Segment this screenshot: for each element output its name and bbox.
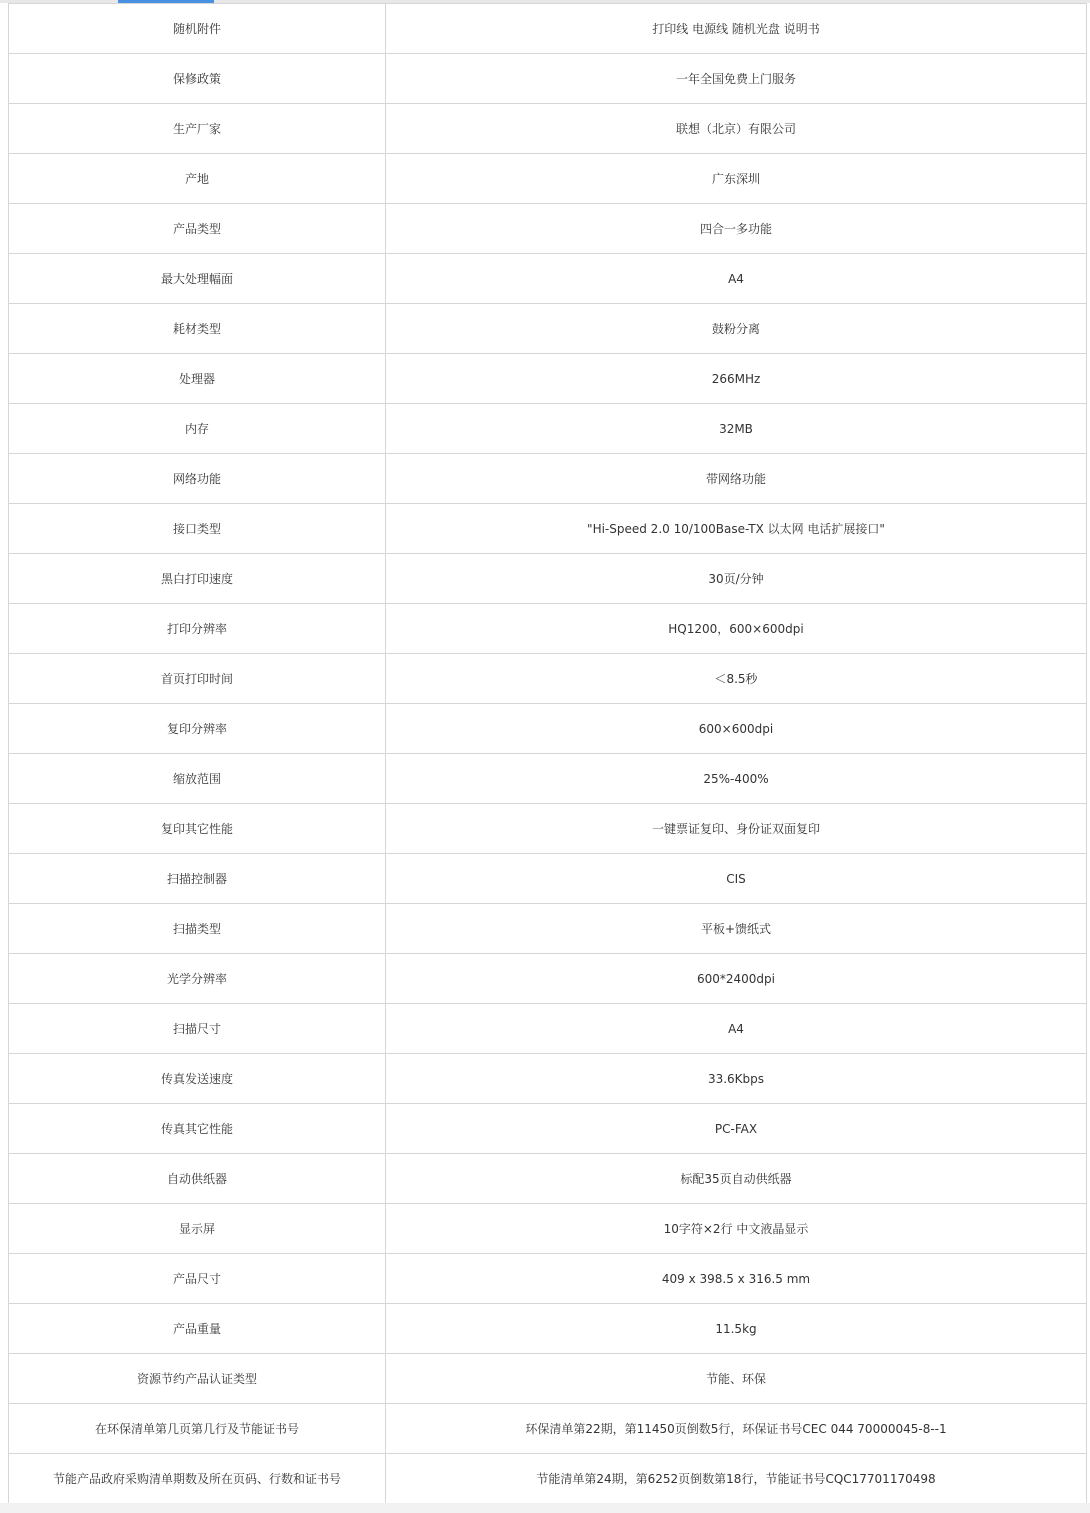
spec-label: 自动供纸器 — [9, 1154, 386, 1204]
spec-label: 保修政策 — [9, 54, 386, 104]
spec-label: 在环保清单第几页第几行及节能证书号 — [9, 1404, 386, 1454]
spec-value: 鼓粉分离 — [386, 304, 1087, 354]
spec-label: 生产厂家 — [9, 104, 386, 154]
spec-label: 接口类型 — [9, 504, 386, 554]
spec-row — [9, 404, 1087, 454]
spec-value: 32MB — [386, 404, 1087, 454]
spec-label: 产品尺寸 — [9, 1254, 386, 1304]
spec-value: 11.5kg — [386, 1304, 1087, 1354]
spec-value: ＜8.5秒 — [386, 654, 1087, 704]
spec-row — [9, 304, 1087, 354]
spec-value: HQ1200，600×600dpi — [386, 604, 1087, 654]
spec-value: 标配35页自动供纸器 — [386, 1154, 1087, 1204]
spec-label: 光学分辨率 — [9, 954, 386, 1004]
spec-label: 产品重量 — [9, 1304, 386, 1354]
spec-value: 平板+馈纸式 — [386, 904, 1087, 954]
spec-value: 一键票证复印、身份证双面复印 — [386, 804, 1087, 854]
spec-value: 节能、环保 — [386, 1354, 1087, 1404]
spec-label: 产品类型 — [9, 204, 386, 254]
spec-value: 一年全国免费上门服务 — [386, 54, 1087, 104]
spec-value: 33.6Kbps — [386, 1054, 1087, 1104]
spec-value: 10字符×2行 中文液晶显示 — [386, 1204, 1087, 1254]
spec-row — [9, 1404, 1087, 1454]
spec-row — [9, 704, 1087, 754]
spec-label: 黑白打印速度 — [9, 554, 386, 604]
spec-row — [9, 1104, 1087, 1154]
spec-row — [9, 954, 1087, 1004]
spec-label: 打印分辨率 — [9, 604, 386, 654]
spec-label: 产地 — [9, 154, 386, 204]
spec-label: 内存 — [9, 404, 386, 454]
spec-label: 传真发送速度 — [9, 1054, 386, 1104]
spec-row — [9, 204, 1087, 254]
spec-value: CIS — [386, 854, 1087, 904]
spec-value: 600×600dpi — [386, 704, 1087, 754]
spec-row — [9, 1204, 1087, 1254]
spec-row — [9, 454, 1087, 504]
spec-label: 复印其它性能 — [9, 804, 386, 854]
spec-row — [9, 254, 1087, 304]
spec-row — [9, 904, 1087, 954]
spec-row — [9, 554, 1087, 604]
spec-row — [9, 4, 1087, 54]
spec-label: 扫描尺寸 — [9, 1004, 386, 1054]
spec-row — [9, 1254, 1087, 1304]
spec-value: 266MHz — [386, 354, 1087, 404]
spec-row — [9, 854, 1087, 904]
spec-row — [9, 1004, 1087, 1054]
spec-value: A4 — [386, 1004, 1087, 1054]
spec-table-body — [9, 4, 1087, 1504]
spec-value: 环保清单第22期，第11450页倒数5行，环保证书号CEC 044 70000045-8--1 — [386, 1404, 1087, 1454]
spec-value: 打印线 电源线 随机光盘 说明书 — [386, 4, 1087, 54]
spec-label: 耗材类型 — [9, 304, 386, 354]
spec-label: 随机附件 — [9, 4, 386, 54]
spec-value: 30页/分钟 — [386, 554, 1087, 604]
bottom-border — [0, 1503, 1090, 1513]
spec-value: PC-FAX — [386, 1104, 1087, 1154]
spec-row — [9, 504, 1087, 554]
spec-row — [9, 1354, 1087, 1404]
spec-row — [9, 604, 1087, 654]
spec-table — [8, 3, 1087, 1504]
spec-row — [9, 354, 1087, 404]
spec-row — [9, 804, 1087, 854]
spec-row — [9, 1154, 1087, 1204]
spec-label: 首页打印时间 — [9, 654, 386, 704]
spec-label: 节能产品政府采购清单期数及所在页码、行数和证书号 — [9, 1454, 386, 1504]
spec-label: 资源节约产品认证类型 — [9, 1354, 386, 1404]
spec-value: 节能清单第24期，第6252页倒数第18行，节能证书号CQC17701170498 — [386, 1454, 1087, 1504]
spec-value: 广东深圳 — [386, 154, 1087, 204]
spec-value: 25%-400% — [386, 754, 1087, 804]
spec-value: 409 x 398.5 x 316.5 mm — [386, 1254, 1087, 1304]
spec-row — [9, 104, 1087, 154]
spec-row — [9, 1304, 1087, 1354]
spec-row — [9, 754, 1087, 804]
spec-value: 联想（北京）有限公司 — [386, 104, 1087, 154]
spec-value: 带网络功能 — [386, 454, 1087, 504]
spec-row — [9, 154, 1087, 204]
spec-row — [9, 1054, 1087, 1104]
spec-label: 传真其它性能 — [9, 1104, 386, 1154]
spec-value: A4 — [386, 254, 1087, 304]
spec-value: "Hi-Speed 2.0 10/100Base-TX 以太网 电话扩展接口" — [386, 504, 1087, 554]
spec-label: 缩放范围 — [9, 754, 386, 804]
spec-label: 处理器 — [9, 354, 386, 404]
spec-label: 最大处理幅面 — [9, 254, 386, 304]
spec-label: 显示屏 — [9, 1204, 386, 1254]
spec-label: 扫描类型 — [9, 904, 386, 954]
spec-value: 600*2400dpi — [386, 954, 1087, 1004]
spec-label: 复印分辨率 — [9, 704, 386, 754]
spec-row — [9, 54, 1087, 104]
spec-label: 扫描控制器 — [9, 854, 386, 904]
spec-row — [9, 654, 1087, 704]
spec-row — [9, 1454, 1087, 1504]
spec-value: 四合一多功能 — [386, 204, 1087, 254]
spec-label: 网络功能 — [9, 454, 386, 504]
